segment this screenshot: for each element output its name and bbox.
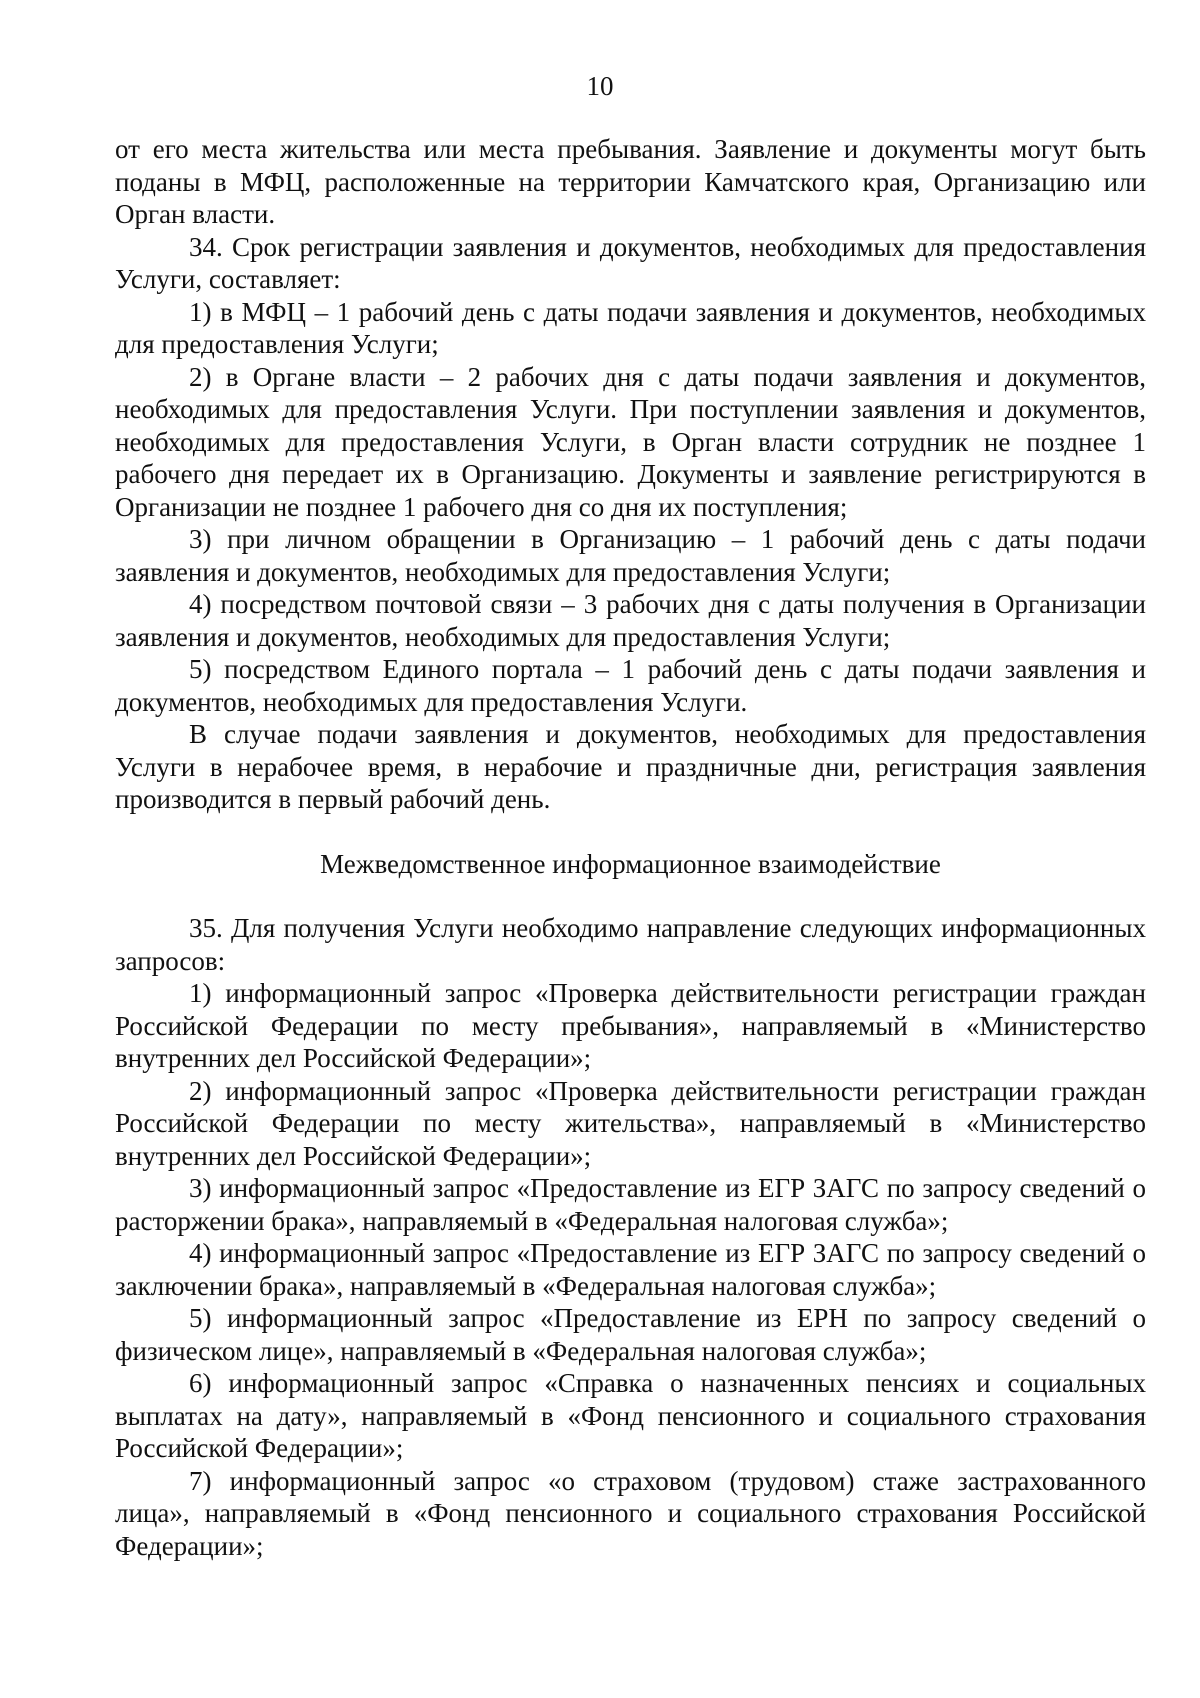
list-item-35-3: 3) информационный запрос «Предоставление из ЕГР ЗАГС по запросу сведений о расторжении брака», направляемый в «Федеральная налоговая служба»; <box>115 1173 1146 1236</box>
list-item-34-2: 2) в Органе власти – 2 рабочих дня с даты подачи заявления и документов, необходимых для предоставления Услуги. При поступлении заявления и документов, необходимых для предоставления Услуги, в Орган власти сотрудник не позднее 1 рабочего дня передает их в Организацию. Документы и заявление регистрируются в Организации не позднее 1 рабочего дня со дня их поступления; <box>115 361 1146 522</box>
list-item-35-7: 7) информационный запрос «о страховом (трудовом) стаже застрахованного лица», направляемый в «Фонд пенсионного и социального страхования Российской Федерации»; <box>115 1465 1146 1561</box>
paragraph-continuation: от его места жительства или места пребывания. Заявление и документы могут быть поданы в МФЦ, расположенные на территории Камчатского края, Организацию или Орган власти. <box>115 134 1146 229</box>
list-item-34-4: 4) посредством почтовой связи – 3 рабочих дня с даты получения в Организации заявления и документов, необходимых для предоставления Услуги; <box>115 589 1146 652</box>
section-heading: Межведомственное информационное взаимодействие <box>320 848 941 879</box>
paragraph-35: 35. Для получения Услуги необходимо направление следующих информационных запросов: <box>115 913 1146 976</box>
list-item-34-1: 1) в МФЦ – 1 рабочий день с даты подачи заявления и документов, необходимых для предоставления Услуги; <box>115 296 1146 359</box>
list-item-35-5: 5) информационный запрос «Предоставление из ЕРН по запросу сведений о физическом лице», направляемый в «Федеральная налоговая служба»; <box>115 1303 1146 1366</box>
list-item-35-1: 1) информационный запрос «Проверка действительности регистрации граждан Российской Федерации по месту пребывания», направляемый в «Министерство внутренних дел Российской Федерации»; <box>115 978 1146 1073</box>
page-number: 10 <box>586 71 614 101</box>
list-item-35-4: 4) информационный запрос «Предоставление из ЕГР ЗАГС по запросу сведений о заключении брака», направляемый в «Федеральная налоговая служба»; <box>115 1238 1146 1301</box>
list-item-34-3: 3) при личном обращении в Организацию – 1 рабочий день с даты подачи заявления и документов, необходимых для предоставления Услуги; <box>115 524 1146 587</box>
list-item-35-6: 6) информационный запрос «Справка о назначенных пенсиях и социальных выплатах на дату», направляемый в «Фонд пенсионного и социального страхования Российской Федерации»; <box>115 1368 1146 1463</box>
list-item-34-5: 5) посредством Единого портала – 1 рабочий день с даты подачи заявления и документов, необходимых для предоставления Услуги. <box>115 654 1146 717</box>
paragraph-34: 34. Срок регистрации заявления и документов, необходимых для предоставления Услуги, составляет: <box>115 231 1146 294</box>
list-item-35-2: 2) информационный запрос «Проверка действительности регистрации граждан Российской Федерации по месту жительства», направляемый в «Министерство внутренних дел Российской Федерации»; <box>115 1075 1146 1171</box>
document-body <box>115 133 1146 1562</box>
paragraph-non-working-days: В случае подачи заявления и документов, необходимых для предоставления Услуги в нерабочее время, в нерабочие и праздничные дни, регистрация заявления производится в первый рабочий день. <box>115 719 1146 814</box>
